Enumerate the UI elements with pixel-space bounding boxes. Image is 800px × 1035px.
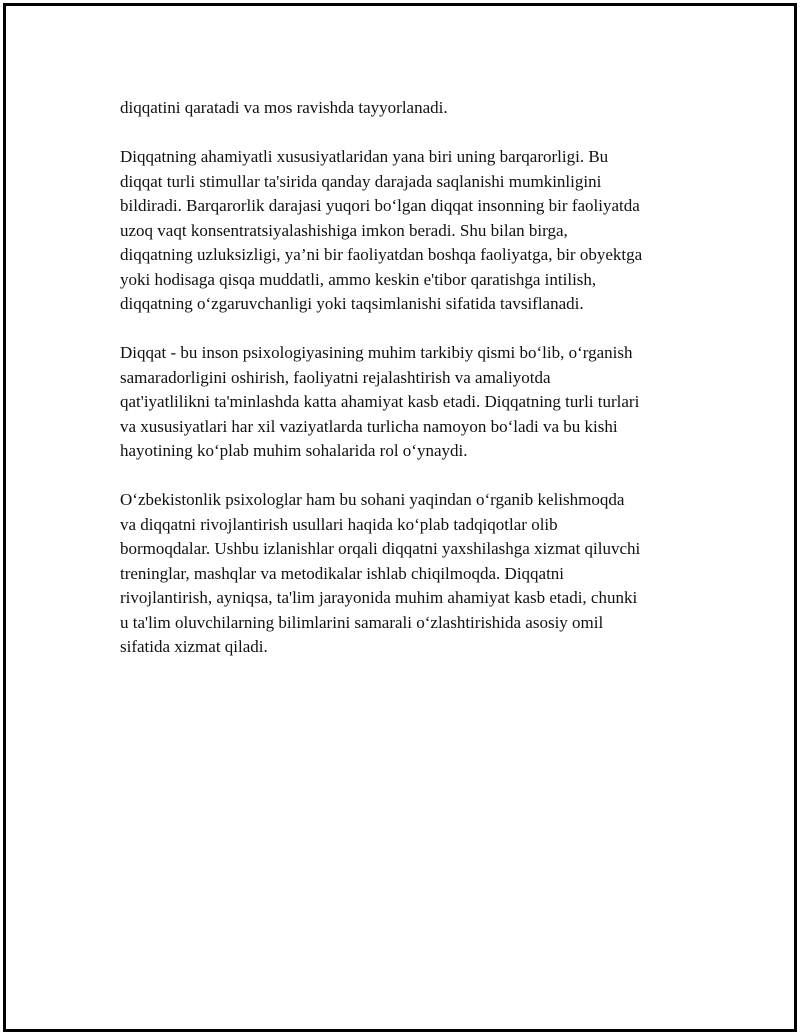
text-line: u ta'lim oluvchilarning bilimlarini samarali oʻzlashtirishida asosiy omil	[120, 612, 604, 632]
paragraph-1	[120, 96, 700, 121]
document-body	[120, 96, 700, 684]
text-line: Diqqat - bu inson psixologiyasining muhim tarkibiy qismi boʻlib, oʻrganish	[120, 343, 633, 362]
text-line: rivojlantirish, ayniqsa, ta'lim jarayonida muhim ahamiyat kasb etadi, chunki	[120, 588, 638, 607]
paragraph-3	[120, 341, 700, 464]
page-frame	[3, 3, 797, 1032]
text-line: Oʻzbekistonlik psixologlar ham bu sohani yaqindan oʻrganib kelishmoqda	[120, 490, 625, 509]
text-line: Diqqatning ahamiyatli xususiyatlaridan yana biri uning barqarorligi. Bu	[120, 147, 609, 166]
text-line: qat'iyatlilikni ta'minlashda katta ahamiyat kasb etadi. Diqqatning turli turlari	[120, 392, 640, 411]
text-line: bormoqdalar. Ushbu izlanishlar orqali diqqatni yaxshilashga xizmat qiluvchi	[120, 539, 641, 558]
text-line: sifatida xizmat qiladi.	[120, 637, 268, 656]
text-line: diqqatning oʻzgaruvchanligi yoki taqsimlanishi sifatida tavsiflanadi.	[120, 294, 584, 313]
text-line: diqqatini qaratadi va mos ravishda tayyorlanadi.	[120, 98, 448, 117]
text-line: va diqqatni rivojlantirish usullari haqida koʻplab tadqiqotlar olib	[120, 514, 558, 534]
text-line: yoki hodisaga qisqa muddatli, ammo keskin e'tibor qaratishga intilish,	[120, 269, 597, 289]
text-line: uzoq vaqt konsentratsiyalashishiga imkon beradi. Shu bilan birga,	[120, 220, 568, 240]
text-line: samaradorligini oshirish, faoliyatni rejalashtirish va amaliyotda	[120, 367, 551, 387]
paragraph-2	[120, 145, 700, 317]
text-line: hayotining koʻplab muhim sohalarida rol oʻynaydi.	[120, 441, 468, 460]
text-line: bildiradi. Barqarorlik darajasi yuqori boʻlgan diqqat insonning bir faoliyatda	[120, 196, 640, 215]
text-line: treninglar, mashqlar va metodikalar ishlab chiqilmoqda. Diqqatni	[120, 563, 565, 583]
paragraph-4	[120, 488, 700, 660]
text-line: diqqat turli stimullar ta'sirida qanday darajada saqlanishi mumkinligini	[120, 171, 602, 191]
text-line: va xususiyatlari har xil vaziyatlarda turlicha namoyon boʻladi va bu kishi	[120, 416, 618, 436]
text-line: diqqatning uzluksizligi, ya’ni bir faoliyatdan boshqa faoliyatga, bir obyektga	[120, 245, 643, 264]
